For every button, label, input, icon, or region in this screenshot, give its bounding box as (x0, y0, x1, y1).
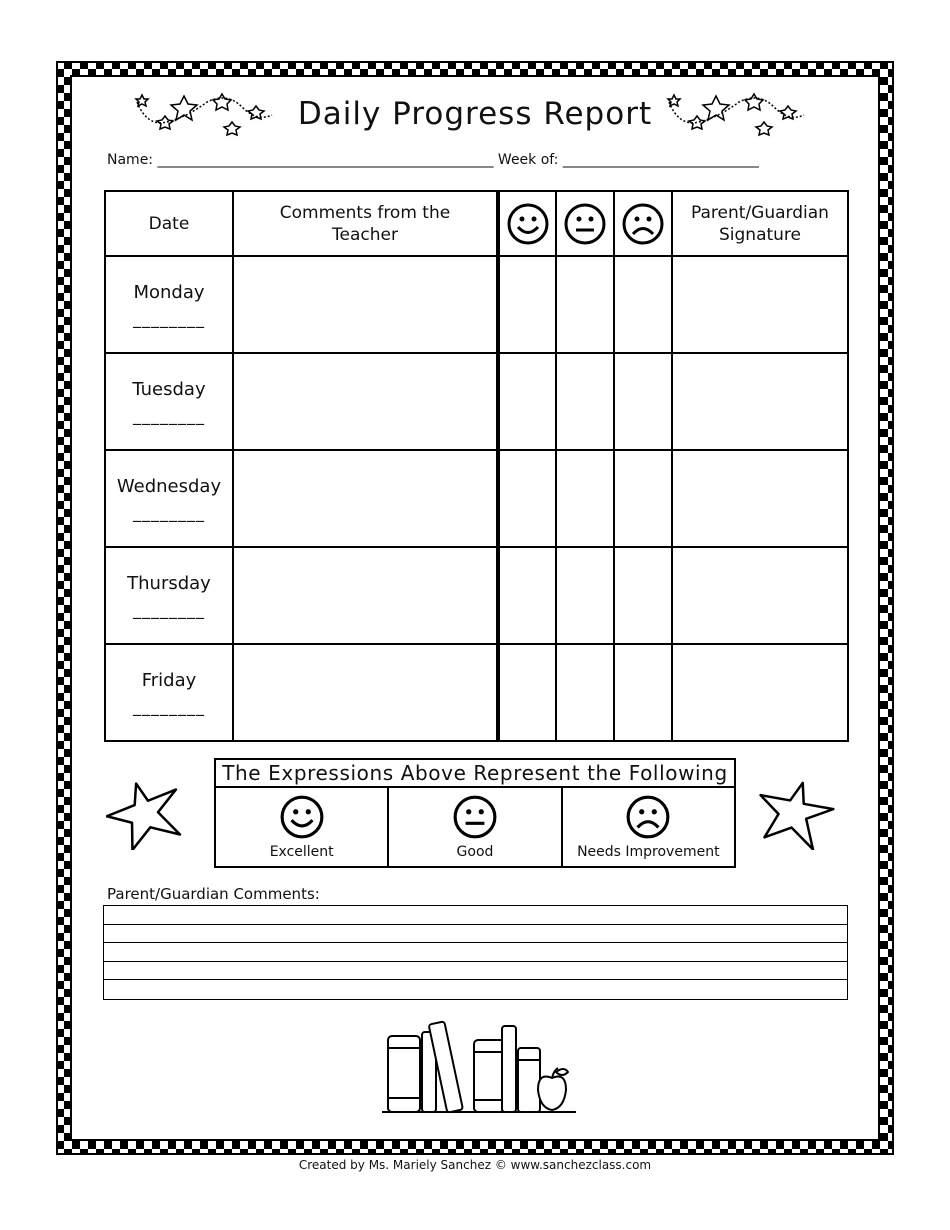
needs-improvement-cell[interactable] (614, 256, 672, 353)
good-cell[interactable] (556, 450, 614, 547)
needs-improvement-column-header (614, 191, 672, 256)
good-cell[interactable] (556, 547, 614, 644)
day-label: Friday (141, 669, 197, 691)
day-label: Monday (133, 281, 205, 303)
legend-label: Excellent (269, 844, 334, 860)
comment-line[interactable] (104, 962, 847, 981)
legend-item-good (388, 787, 561, 867)
date-blank[interactable]: ________ (133, 502, 205, 522)
name-week-fields[interactable]: Name: ________________________________________________ Week of: ____________________________ (107, 152, 759, 168)
table-row (105, 450, 848, 547)
needs-improvement-cell[interactable] (614, 644, 672, 741)
good-cell[interactable] (556, 256, 614, 353)
day-cell (105, 644, 233, 741)
good-column-header (556, 191, 614, 256)
comment-cell[interactable] (233, 353, 498, 450)
signature-cell[interactable] (672, 644, 848, 741)
comment-line[interactable] (104, 980, 847, 999)
signature-column-header: Parent/Guardian Signature (672, 191, 848, 256)
day-label: Thursday (127, 572, 211, 594)
legend-heading: The Expressions Above Represent the Following (215, 759, 735, 787)
progress-table (104, 190, 849, 742)
excellent-cell[interactable] (498, 644, 556, 741)
happy-face-icon (506, 202, 550, 246)
table-row (105, 256, 848, 353)
neutral-face-icon (563, 202, 607, 246)
excellent-cell[interactable] (498, 256, 556, 353)
comment-cell[interactable] (233, 644, 498, 741)
comment-line[interactable] (104, 943, 847, 962)
expressions-legend (214, 758, 736, 868)
table-row (105, 547, 848, 644)
needs-improvement-cell[interactable] (614, 547, 672, 644)
date-column-header: Date (105, 191, 233, 256)
good-cell[interactable] (556, 353, 614, 450)
date-blank[interactable]: ________ (133, 696, 205, 716)
needs-improvement-cell[interactable] (614, 353, 672, 450)
needs-improvement-cell[interactable] (614, 450, 672, 547)
excellent-cell[interactable] (498, 450, 556, 547)
comment-line[interactable] (104, 906, 847, 925)
date-blank[interactable]: ________ (133, 308, 205, 328)
signature-cell[interactable] (672, 450, 848, 547)
books-apple-icon (380, 1018, 580, 1118)
comment-cell[interactable] (233, 256, 498, 353)
page-title: Daily Progress Report (297, 96, 653, 132)
parent-comments-box[interactable] (103, 905, 848, 1000)
excellent-cell[interactable] (498, 353, 556, 450)
day-label: Tuesday (132, 378, 206, 400)
signature-cell[interactable] (672, 256, 848, 353)
comment-cell[interactable] (233, 450, 498, 547)
legend-label: Good (456, 844, 494, 860)
sad-face-icon (625, 794, 671, 840)
legend-item-excellent (215, 787, 388, 867)
table-row (105, 644, 848, 741)
day-cell (105, 256, 233, 353)
date-blank[interactable]: ________ (133, 405, 205, 425)
comments-column-header: Comments from the Teacher (233, 191, 498, 256)
table-header-row (105, 191, 848, 256)
signature-cell[interactable] (672, 353, 848, 450)
sad-face-icon (621, 202, 665, 246)
excellent-cell[interactable] (498, 547, 556, 644)
excellent-column-header (498, 191, 556, 256)
signature-cell[interactable] (672, 547, 848, 644)
day-label: Wednesday (116, 475, 222, 497)
legend-item-needs-improvement (562, 787, 735, 867)
footer-credit: Created by Ms. Mariely Sanchez © www.sanchezclass.com (298, 1158, 652, 1172)
star-left-icon (106, 778, 186, 850)
comment-line[interactable] (104, 925, 847, 944)
good-cell[interactable] (556, 644, 614, 741)
day-cell (105, 450, 233, 547)
star-right-icon (755, 778, 835, 850)
day-cell (105, 353, 233, 450)
table-row (105, 353, 848, 450)
date-blank[interactable]: ________ (133, 599, 205, 619)
happy-face-icon (279, 794, 325, 840)
parent-comments-label: Parent/Guardian Comments: (107, 885, 320, 903)
day-cell (105, 547, 233, 644)
neutral-face-icon (452, 794, 498, 840)
legend-label: Needs Improvement (577, 844, 720, 860)
comment-cell[interactable] (233, 547, 498, 644)
